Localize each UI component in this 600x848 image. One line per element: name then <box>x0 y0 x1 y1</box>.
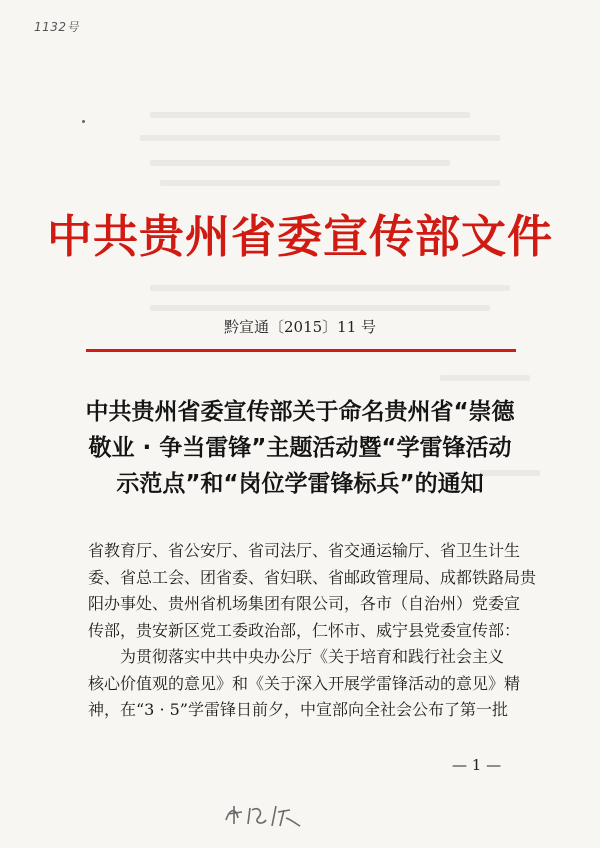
document-number: 黔宣通〔2015〕11 号 <box>223 318 377 336</box>
paragraph-line: 为贯彻落实中共中央办公厅《关于培育和践行社会主义 <box>120 647 505 666</box>
notice-title-line: 示范点”和“岗位学雷锋标兵”的通知 <box>116 471 484 497</box>
document-header-title: 中共贵州省委宣传部文件 <box>46 210 553 263</box>
notice-body <box>88 538 537 724</box>
addressee-line: 传部，贵安新区党工委政治部，仁怀市、威宁县党委宣传部： <box>88 620 521 640</box>
addressee-line: 委、省总工会、团省委、省妇联、省邮政管理局、成都铁路局贵 <box>88 567 537 587</box>
addressee-line: 省教育厅、省公安厅、省司法厅、省交通运输厅、省卫生计生 <box>88 541 521 560</box>
red-divider-rule <box>86 349 516 352</box>
paragraph-line: 核心价值观的意见》和《关于深入开展学雷锋活动的意见》精 <box>88 673 521 693</box>
handwritten-note: 1132号 <box>34 20 80 34</box>
notice-title <box>60 394 540 502</box>
handwritten-signature <box>222 800 312 830</box>
page-number: — 1 — <box>452 756 502 774</box>
paragraph-line: 神，在“3 · 5”学雷锋日前夕，中宣部向全社会公布了第一批 <box>88 700 508 719</box>
notice-title-line: 中共贵州省委宣传部关于命名贵州省“崇德 <box>85 399 515 425</box>
addressee-line: 阳办事处、贵州省机场集团有限公司，各市（自治州）党委宣 <box>88 594 521 613</box>
notice-title-line: 敬业 · 争当雷锋”主题活动暨“学雷锋活动 <box>88 435 512 461</box>
